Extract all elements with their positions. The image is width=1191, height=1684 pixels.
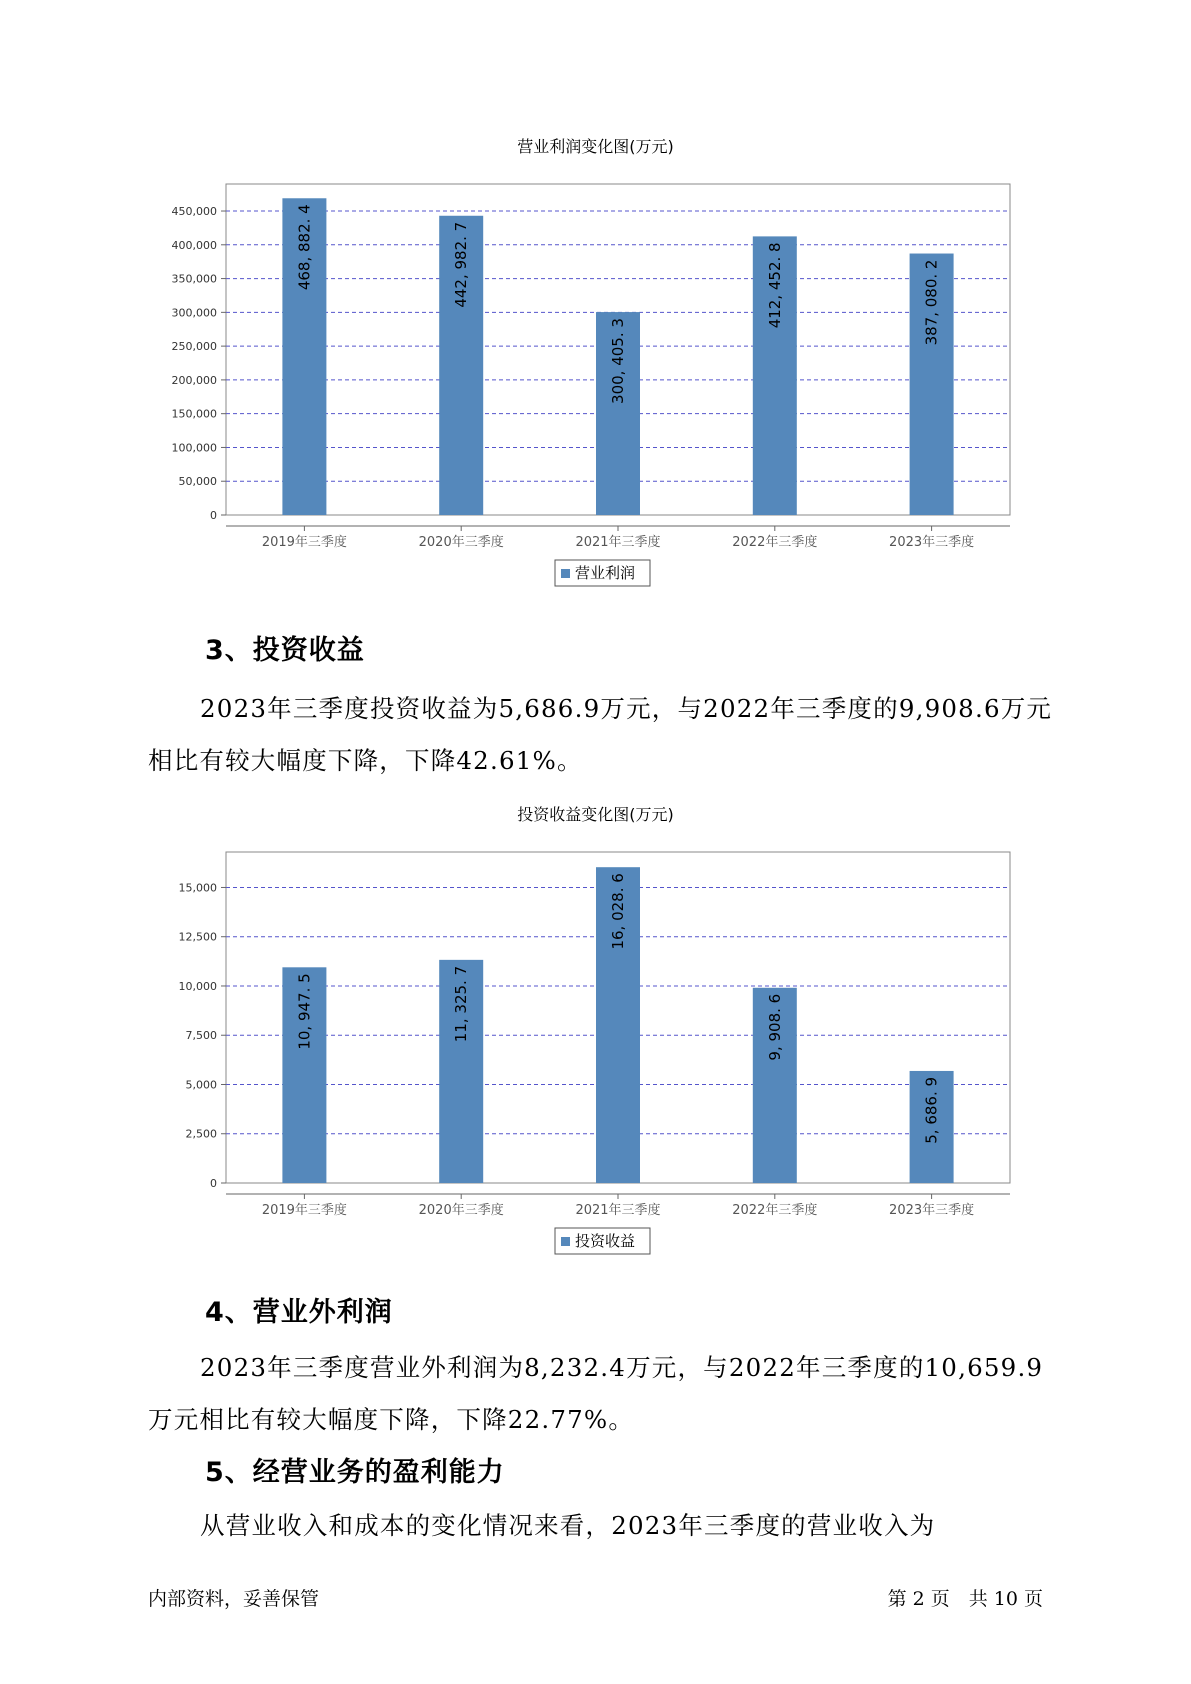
bar-value-label: 9, 908. 6 — [765, 993, 784, 1061]
section-5-heading: 5、经营业务的盈利能力 — [205, 1457, 505, 1488]
chart-title-investment-income: 投资收益变化图(万元) — [517, 805, 674, 824]
y-tick-label: 200,000 — [171, 373, 217, 387]
bar-value-label: 412, 452. 8 — [765, 242, 784, 329]
x-tick-label: 2022年三季度 — [732, 535, 818, 550]
investment-income-chart — [0, 828, 1191, 1258]
section-4-heading: 4、营业外利润 — [205, 1297, 393, 1328]
bar-value-label: 442, 982. 7 — [452, 221, 471, 308]
section-4-paragraph: 2023年三季度营业外利润为8,232.4万元，与2022年三季度的10,659.9万元相比有较大幅度下降，下降22.77%。 — [148, 1353, 1044, 1434]
y-tick-label: 0 — [210, 1177, 217, 1190]
section-5-paragraph: 从营业收入和成本的变化情况来看，2023年三季度的营业收入为 — [200, 1511, 936, 1540]
y-tick-label: 250,000 — [171, 340, 217, 354]
y-tick-label: 10,000 — [178, 979, 217, 993]
bar-value-label: 300, 405. 3 — [609, 318, 627, 404]
legend-label: 营业利润 — [575, 564, 636, 582]
x-tick-label: 2023年三季度 — [889, 535, 975, 550]
y-tick-label: 0 — [210, 509, 217, 522]
x-tick-label: 2021年三季度 — [575, 535, 661, 550]
footer-confidential: 内部资料，妥善保管 — [148, 1588, 320, 1610]
bar-value-label: 16, 028. 6 — [609, 873, 627, 950]
bar-value-label: 10, 947. 5 — [295, 973, 314, 1050]
bar-value-label: 11, 325. 7 — [452, 965, 471, 1043]
y-tick-label: 450,000 — [171, 205, 217, 219]
y-tick-label: 50,000 — [178, 475, 217, 489]
footer-page-number: 第 2 页 共 10 页 — [887, 1588, 1043, 1610]
y-tick-label: 5,000 — [185, 1078, 217, 1092]
x-tick-label: 2020年三季度 — [418, 535, 504, 550]
y-tick-label: 15,000 — [178, 881, 217, 895]
y-tick-label: 350,000 — [171, 272, 217, 286]
x-tick-label: 2020年三季度 — [418, 1203, 504, 1218]
y-tick-label: 7,500 — [185, 1029, 217, 1043]
legend-label: 投资收益 — [575, 1232, 636, 1250]
section-3-paragraph: 2023年三季度投资收益为5,686.9万元，与2022年三季度的9,908.6万元相比有较大幅度下降，下降42.61%。 — [148, 694, 1053, 775]
x-tick-label: 2019年三季度 — [261, 1203, 347, 1218]
x-tick-label: 2022年三季度 — [732, 1203, 818, 1218]
y-tick-label: 12,500 — [178, 930, 217, 944]
x-tick-label: 2021年三季度 — [575, 1203, 661, 1218]
y-tick-label: 150,000 — [171, 407, 217, 421]
y-tick-label: 300,000 — [171, 306, 217, 320]
x-tick-label: 2019年三季度 — [261, 535, 347, 550]
legend-swatch — [561, 569, 570, 578]
y-tick-label: 400,000 — [171, 238, 217, 252]
chart-title-operating-profit: 营业利润变化图(万元) — [517, 137, 674, 156]
bar-value-label: 468, 882. 4 — [295, 204, 314, 291]
x-tick-label: 2023年三季度 — [889, 1203, 975, 1218]
section-3-heading: 3、投资收益 — [205, 635, 365, 666]
y-tick-label: 100,000 — [171, 441, 217, 455]
y-tick-label: 2,500 — [185, 1127, 217, 1141]
bar-value-label: 5, 686. 9 — [922, 1076, 941, 1144]
legend-swatch — [561, 1237, 570, 1246]
bar-value-label: 387, 080. 2 — [922, 259, 941, 346]
operating-profit-chart — [0, 160, 1191, 590]
